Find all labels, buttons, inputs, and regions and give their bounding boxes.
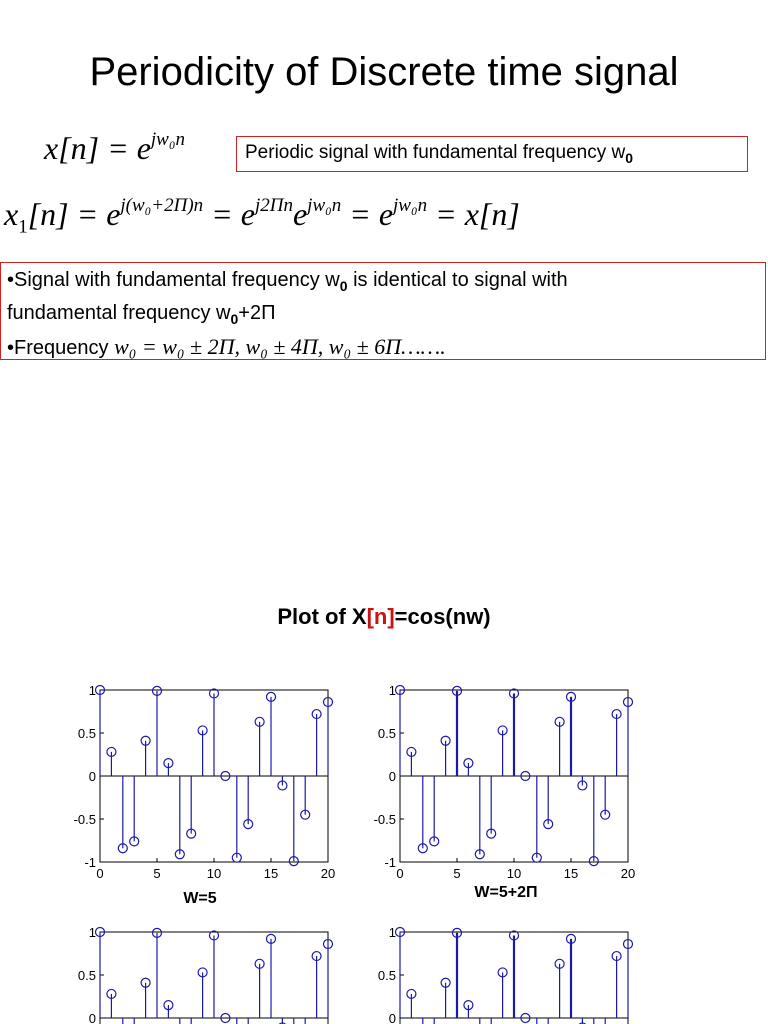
note-line-3-a: •Frequency [7,337,115,359]
eq2-rhs: = x[n] [427,196,520,232]
eq2-mid1: = e [203,196,255,232]
y-tick-label: -0.5 [373,812,396,827]
x-tick-label: 10 [206,866,222,881]
eq2-exp1: j(w₀+2Π)n [120,195,204,216]
y-tick-label: -0.5 [73,812,96,827]
y-tick-label: 0 [388,1011,396,1024]
slide-title: Periodicity of Discrete time signal [89,50,679,94]
eq2-exp3: jw₀n [307,195,342,216]
note-line-1-b: is identical to signal with [347,269,568,291]
y-tick-label: 0.5 [77,726,96,741]
caption-w5: W=5 [183,890,217,907]
caption-w5-plus-2pi: W=5+2Π [474,884,538,901]
note-line-1 [7,267,759,300]
y-tick-label: 1 [88,925,96,940]
note-line-1-a: •Signal with fundamental frequency w [7,269,340,291]
equation-periodic-signal [44,130,185,167]
note-line-1-sub: 0 [339,278,348,294]
note-line-3 [7,333,759,362]
note-line-2-a: fundamental frequency w [7,302,231,324]
stem-plot-bottom-right [370,922,650,1024]
plot-title-post: =cos(nw) [394,604,491,629]
eq1-lhs: x[n] = e [44,130,151,166]
eq2-exp4: jw₀n [393,195,428,216]
stem-plot-w5 [70,680,350,890]
box1-text: Periodic signal with fundamental frequency w [245,142,626,163]
y-tick-label: 0.5 [377,968,396,983]
note-line-2-b: +2Π [238,302,276,324]
plot-title-pre: Plot of X [277,604,367,629]
y-tick-label: 0 [88,1011,96,1024]
x-tick-label: 10 [506,866,522,881]
plot-title-n: n [373,604,388,629]
plot-title-bracket-open: [ [366,604,374,629]
stem-plot-bottom-left [70,922,350,1024]
x-tick-label: 15 [263,866,279,881]
y-tick-label: 1 [388,925,396,940]
periodic-signal-note [236,136,748,172]
x-tick-label: 5 [453,866,461,881]
y-tick-label: 0.5 [377,726,396,741]
eq2-lhs-sub: 1 [18,216,28,238]
eq2-mid2: e [292,196,308,232]
plot-title [0,604,768,630]
eq1-exponent: jw₀n [150,129,185,150]
x-tick-label: 20 [320,866,336,881]
y-tick-label: 0 [88,769,96,784]
y-tick-label: -1 [84,855,96,870]
stem-plot-w5-plus-2pi [370,680,650,890]
x-tick-label: 20 [620,866,636,881]
frequency-notes-box [0,262,766,360]
x-tick-label: 5 [153,866,161,881]
note-line-2-sub: 0 [230,311,239,327]
plot-title-bracket-close: ] [387,604,395,629]
x-tick-label: 0 [396,866,404,881]
y-tick-label: 0 [388,769,396,784]
y-tick-label: -1 [384,855,396,870]
y-tick-label: 1 [88,683,96,698]
box1-sub: 0 [625,149,634,166]
x-tick-label: 15 [563,866,579,881]
note-line-2 [7,300,759,333]
eq2-lhs: x [4,196,19,232]
eq2-mid3: = e [341,196,394,232]
x-tick-label: 0 [96,866,104,881]
equation-frequency-shift [4,196,520,238]
y-tick-label: 0.5 [77,968,96,983]
eq2-lhs-rest: [n] = e [27,196,121,232]
eq2-exp2: j2Πn [254,195,293,216]
y-tick-label: 1 [388,683,396,698]
note-line-3-math: w₀ = w₀ ± 2Π, w₀ ± 4Π, w₀ ± 6Π……. [114,334,446,359]
